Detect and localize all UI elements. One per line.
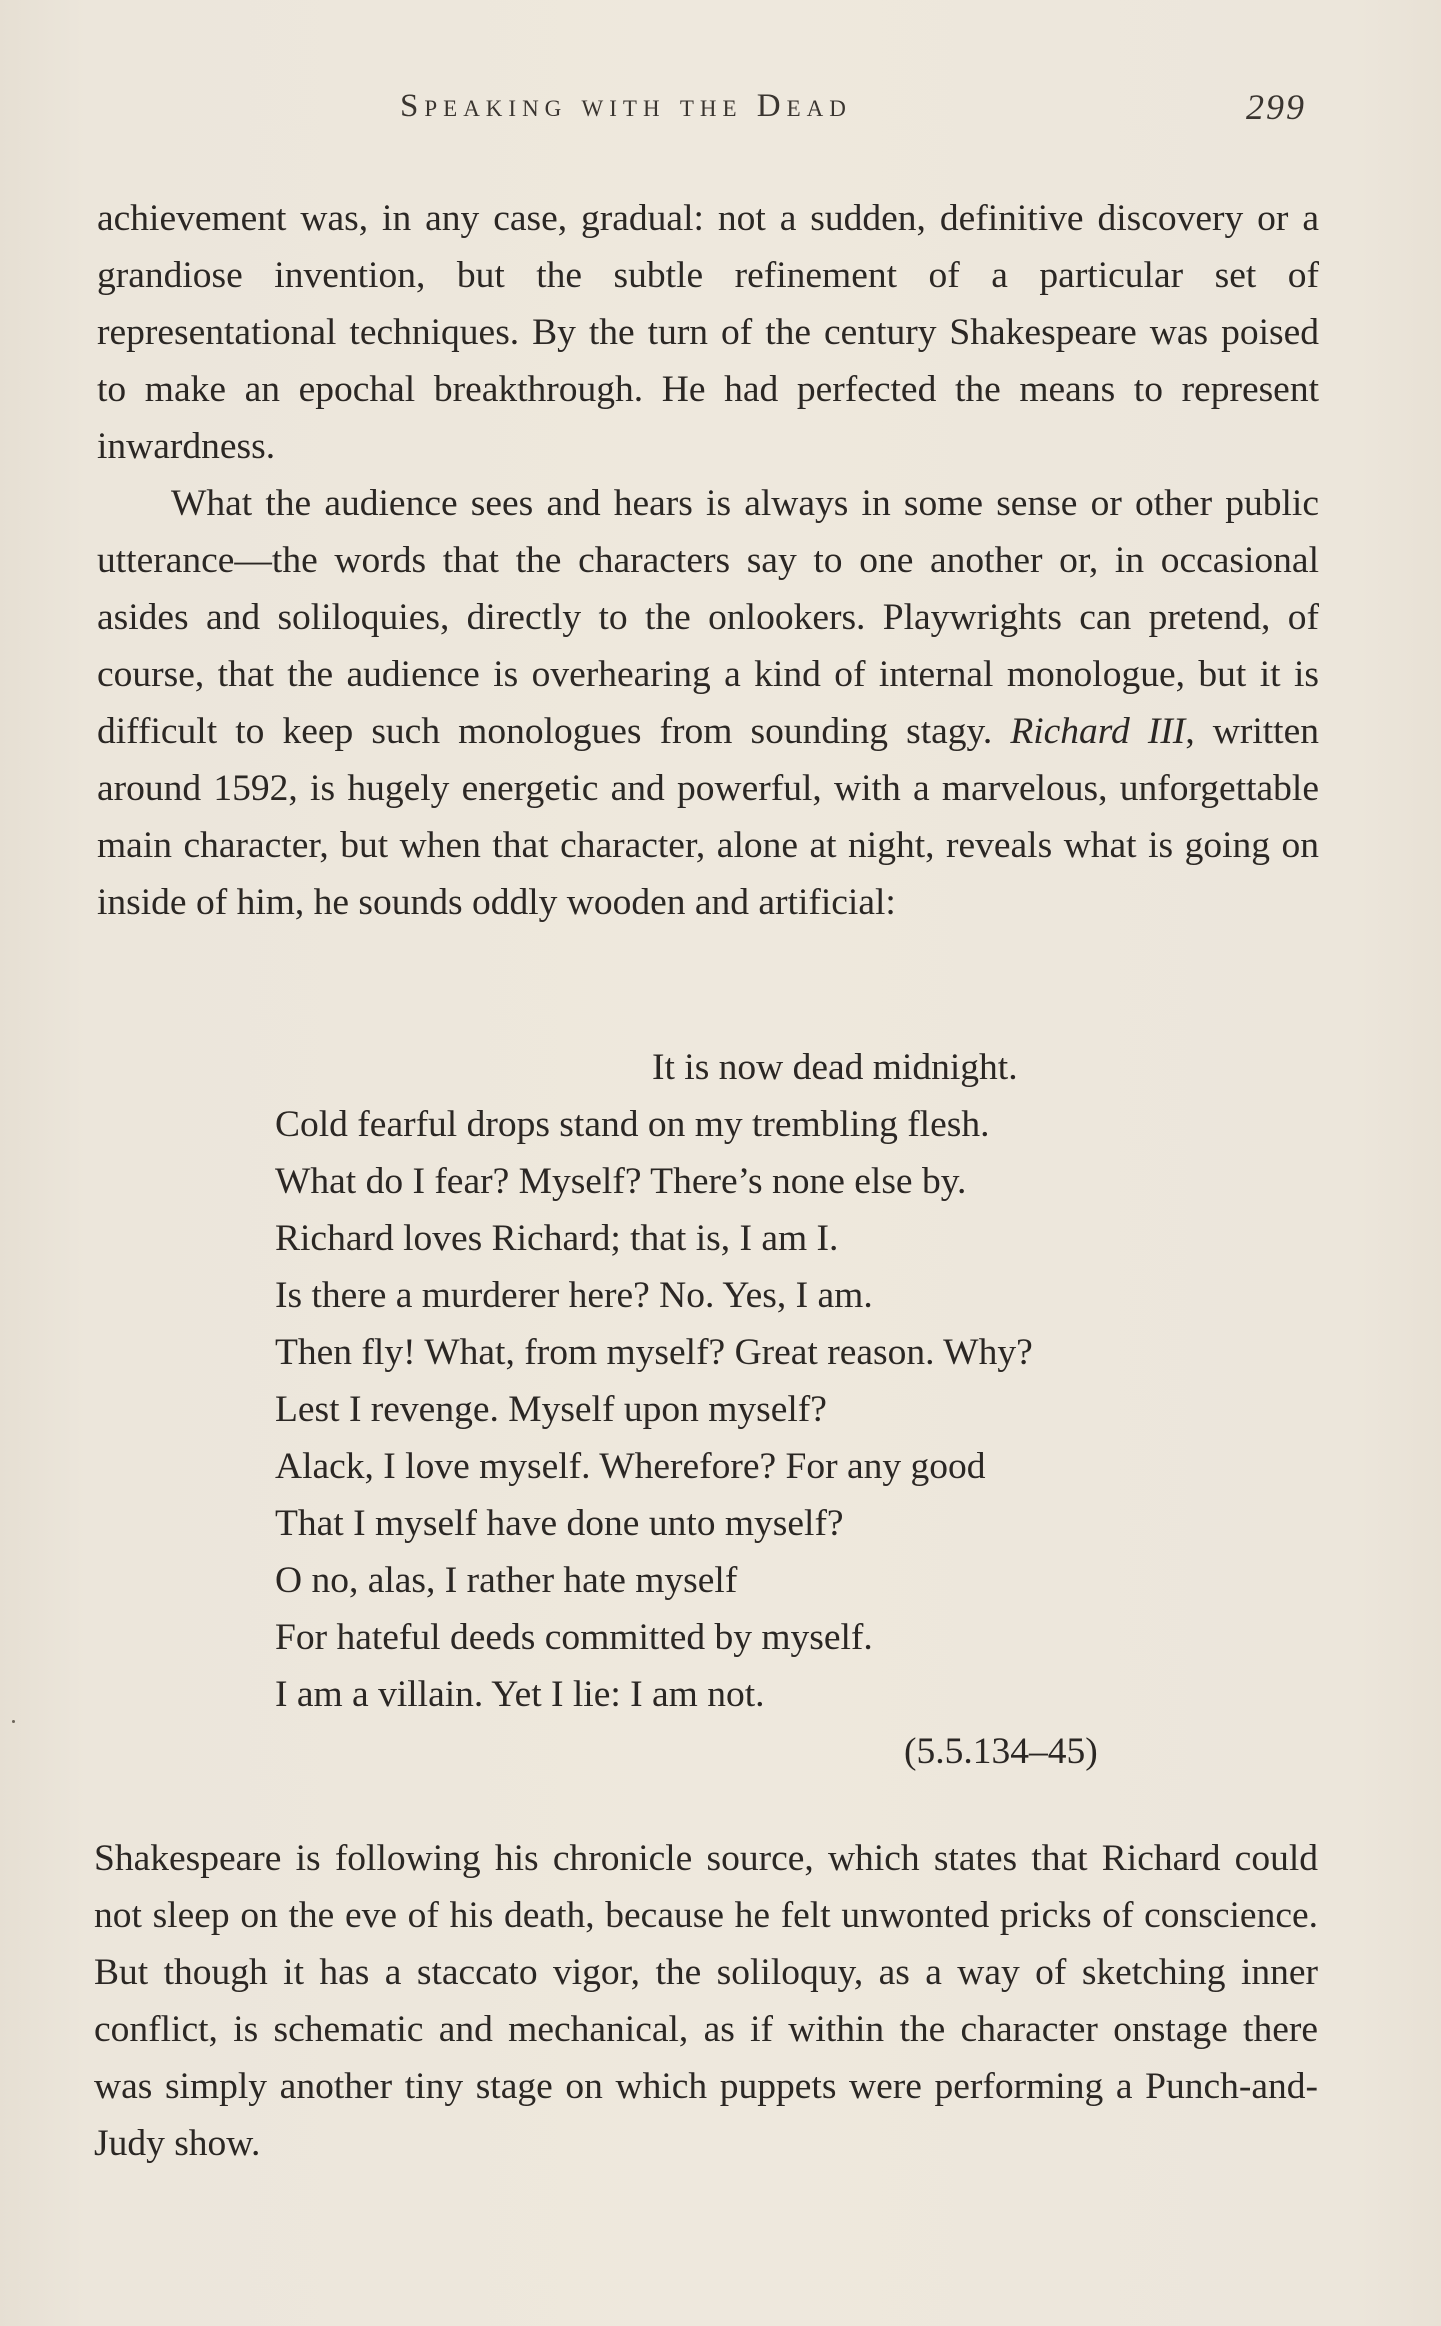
- running-head: [0, 88, 1441, 138]
- paragraph-2-text-b: , written around 1592, is hugely energetic and powerful, with a marvelous, unforgettable main character, but when that character, alone at night, reveals what is going on inside of him, he sounds oddly wooden and artificial:: [97, 711, 1319, 923]
- verse-line: O no, alas, I rather hate myself: [275, 1560, 738, 1601]
- verse-quotation: [275, 1039, 1175, 1723]
- verse-line: Cold fearful drops stand on my trembling flesh.: [275, 1104, 990, 1145]
- running-title: Speaking with the Dead: [400, 88, 852, 124]
- verse-line: I am a villain. Yet I lie: I am not.: [275, 1674, 765, 1715]
- paragraph-1: achievement was, in any case, gradual: not a sudden, definitive discovery or a grandiose invention, but the subtle refinement of a particular set of representational techniques. By the turn of the century Shakespeare was poised to make an epochal breakthrough. He had perfected the means to represent inwardness.: [97, 198, 1319, 467]
- margin-speck: [12, 1720, 15, 1723]
- verse-line: That I myself have done unto myself?: [275, 1503, 844, 1544]
- verse-line: It is now dead midnight.: [652, 1047, 1018, 1088]
- verse-line: What do I fear? Myself? There’s none else by.: [275, 1161, 967, 1202]
- paragraph-3: Shakespeare is following his chronicle source, which states that Richard could not sleep on the eve of his death, because he felt unwonted pricks of conscience. But though it has a staccato vigor, the soliloquy, as a way of sketching inner conflict, is schematic and mechanical, as if within the character onstage there was simply another tiny stage on which puppets were performing a Punch-and-Judy show.: [94, 1838, 1318, 2164]
- verse-line: For hateful deeds committed by myself.: [275, 1617, 873, 1658]
- paragraph-2: [97, 475, 1319, 931]
- verse-line: Then fly! What, from myself? Great reason. Why?: [275, 1332, 1033, 1373]
- page-number: 299: [1246, 87, 1306, 127]
- play-title-richard-iii: Richard III: [1010, 711, 1186, 752]
- paragraph-2-text-a: What the audience sees and hears is always in some sense or other public utterance—the words that the characters say to one another or, in occasional asides and soliloquies, directly to the onlookers. Playwrights can pretend, of course, that the audience is overhearing a kind of internal monologue, but it is difficult to keep such monologues from sounding stagy.: [97, 483, 1319, 752]
- verse-line: Alack, I love myself. Wherefore? For any good: [275, 1446, 986, 1487]
- verse-line: Richard loves Richard; that is, I am I.: [275, 1218, 839, 1259]
- verse-line: Is there a murderer here? No. Yes, I am.: [275, 1275, 873, 1316]
- verse-citation: (5.5.134–45): [904, 1731, 1098, 1772]
- verse-line: Lest I revenge. Myself upon myself?: [275, 1389, 827, 1430]
